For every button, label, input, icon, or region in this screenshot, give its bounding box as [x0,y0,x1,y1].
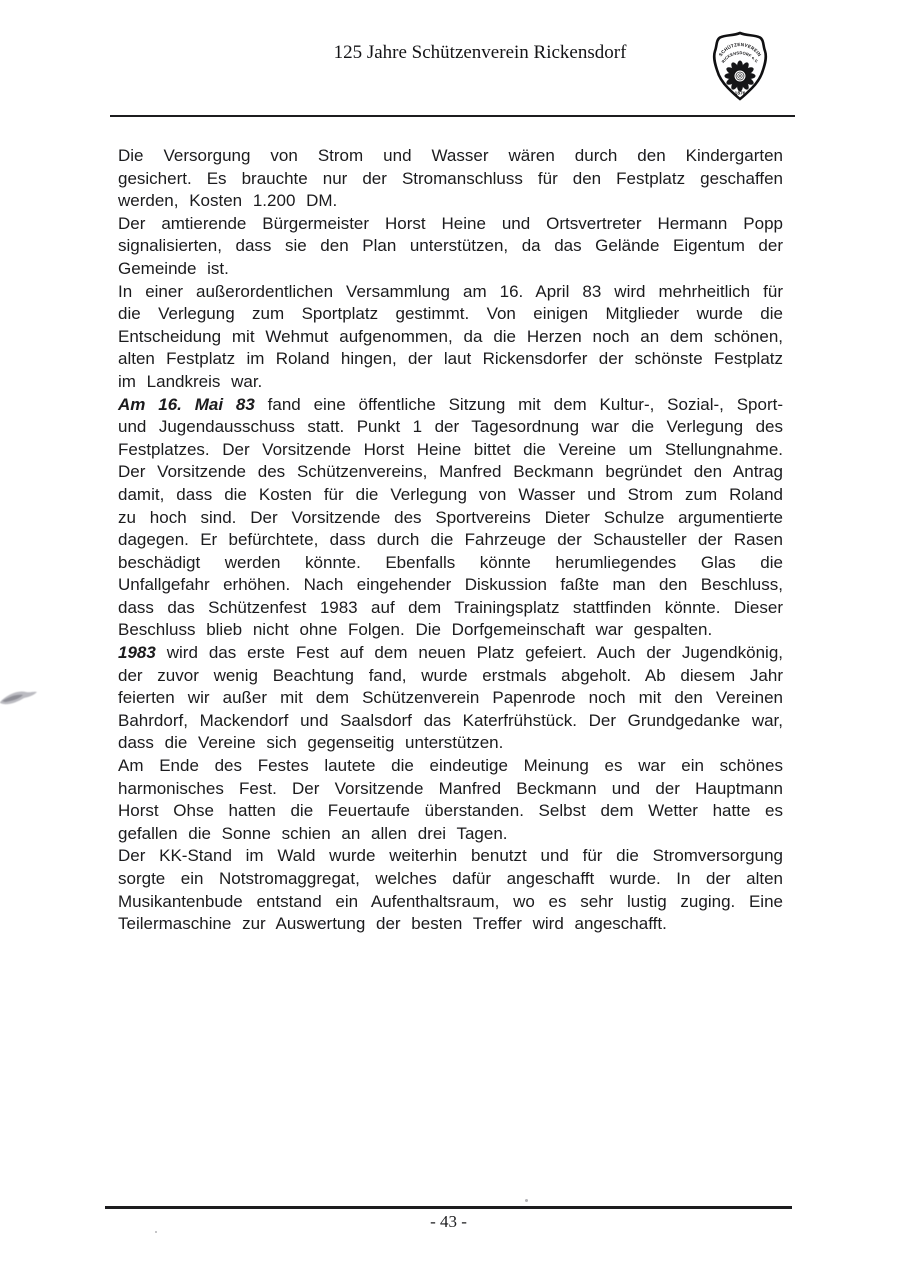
paragraph [118,845,783,935]
paragraph-text: Der amtierende Bürgermeister Horst Heine und Ortsvertreter Hermann Popp signalisierten, dass sie den Plan unterstützen, da das Gelände Eigentum der Gemeinde ist. [118,213,783,278]
badge-year: 1876 [734,91,746,97]
scan-smudge [0,682,42,718]
club-badge [706,30,774,102]
scan-speck [525,1199,528,1202]
page-number: - 43 - [430,1212,467,1231]
paragraph-text: Der KK-Stand im Wald wurde weiterhin benutzt und für die Stromversorgung sorgte ein Notstromaggregat, welches dafür angeschafft wurde. In der alten Musikantenbude entstand ein Aufenthaltsraum, wo es sehr lustig zuging. Eine Teilermaschine zur Auswertung der besten Treffer wird angeschafft. [118,846,783,934]
paragraph-lead: Am 16. Mai 83 [118,394,255,414]
paragraph [118,394,783,643]
paragraph-text: fand eine öffentliche Sitzung mit dem Kultur-, Sozial-, Sport- und Jugendausschuss statt. Punkt 1 der Tagesordnung war die Verlegung des Festplatzes. Der Vorsitzende Horst Heine bittet die Vereine um Stellungnahme. Der Vorsitzende des Schützenvereins, Manfred Beckmann begründet den Antrag damit, dass die Kosten für die Verlegung von Wasser und Strom zum Roland zu hoch sind. Der Vorsitzende des Sportvereins Dieter Schulze argumentierte dagegen. Er befürchtete, dass durch die Fahrzeuge der Schausteller der Rasen beschädigt werden könnte. Ebenfalls könnte herumliegendes Glas die Unfallgefahr erhöhen. Nach eingehender Diskussion faßte man den Beschluss, dass das Schützenfest 1983 auf dem Trainingsplatz stattfinden könnte. Dieser Beschluss blieb nicht ohne Folgen. Die Dorfgemeinschaft war gespalten. [118,394,783,640]
paragraph [118,642,783,755]
badge-target-icon [734,70,746,82]
paragraph [118,145,783,213]
paragraph [118,281,783,394]
footer-divider [105,1206,792,1209]
badge-arc-text-bottom: RICKENSDORF e.V. [720,50,760,65]
paragraph [118,213,783,281]
badge-arc-text-top: SCHÜTZENVEREIN [717,42,763,58]
paragraph-text: Am Ende des Festes lautete die eindeutige Meinung es war ein schönes harmonisches Fest. Der Vorsitzende Manfred Beckmann und der Hauptmann Horst Ohse hatten die Feuertaufe überstanden. Selbst dem Wetter hatte es gefallen die Sonne schien an allen drei Tagen. [118,756,783,843]
paragraph-lead: 1983 [118,643,156,663]
paragraph-text: wird das erste Fest auf dem neuen Platz gefeiert. Auch der Jugendkönig, der zuvor wenig Beachtung fand, wurde erstmals abgeholt. Ab diesem Jahr feierten wir außer mit dem Schützenverein Papenrode noch mit den Vereinen Bahrdorf, Mackendorf und Saalsdorf das Katerfrühstück. Der Grundgedanke war, dass die Vereine sich gegenseitig unterstützen. [118,643,783,753]
header-divider [110,115,795,117]
paragraph-text: In einer außerordentlichen Versammlung am 16. April 83 wird mehrheitlich für die Verlegung zum Sportplatz gestimmt. Von einigen Mitglieder wurde die Entscheidung mit Wehmut aufgenommen, da die Herzen noch an dem schönen, alten Festplatz im Roland hingen, der laut Rickensdorfer der schönste Festplatz im Landkreis war. [118,281,783,391]
paragraph-text: Die Versorgung von Strom und Wasser wären durch den Kindergarten gesichert. Es brauchte nur der Stromanschluss für den Festplatz geschaffen werden, Kosten 1.200 DM. [118,146,783,211]
club-badge-icon [706,30,774,102]
page-title: 125 Jahre Schützenverein Rickensdorf [333,42,627,63]
paragraph [118,755,783,845]
document-body [118,145,783,936]
